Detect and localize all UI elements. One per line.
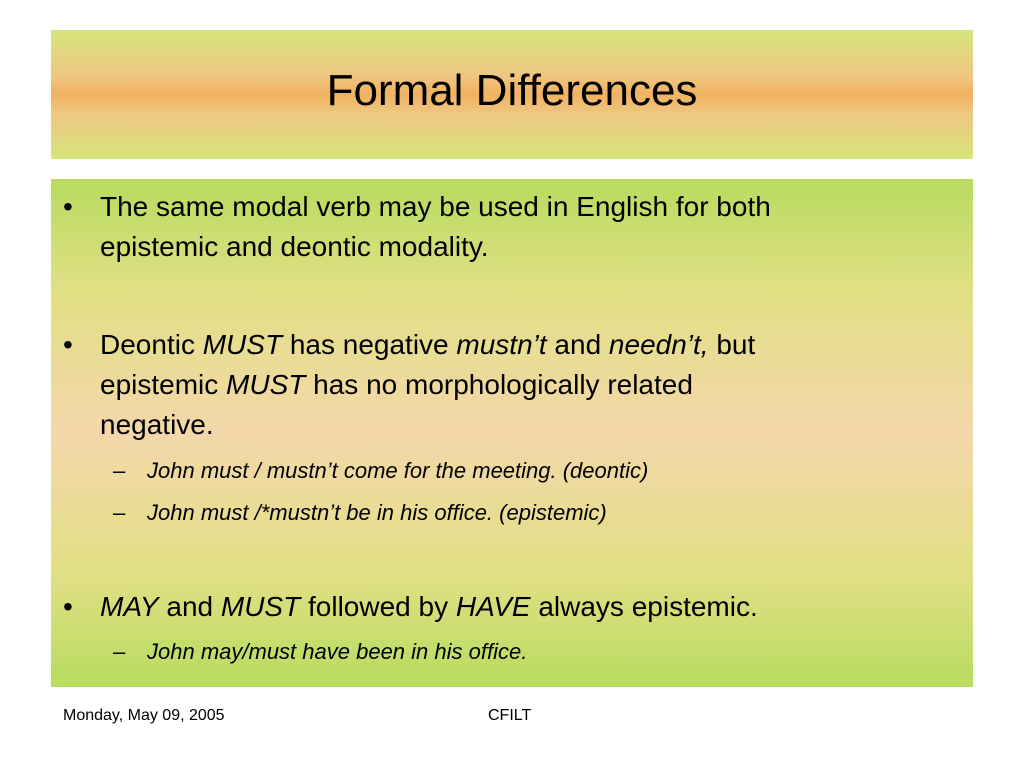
bullet-1-text (100, 187, 943, 267)
sub-bullet-marker: – (113, 500, 126, 525)
bullet-3-text (100, 587, 943, 627)
bullet-2-italic-must: MUST (202, 329, 283, 360)
bullet-1-line-2: epistemic and deontic modality. (100, 231, 489, 262)
bullet-marker: • (63, 329, 73, 360)
content-panel (51, 179, 973, 687)
sub-bullet-3-1 (113, 638, 933, 666)
bullet-1 (63, 187, 943, 267)
bullet-2-italic-must-2: MUST (226, 369, 306, 400)
sub-bullet-marker: – (113, 458, 126, 483)
sub-bullet-marker: – (113, 639, 126, 664)
slide-title: Formal Differences (326, 65, 698, 115)
bullet-2 (63, 325, 943, 445)
bullet-2-text-part: and (546, 329, 609, 360)
bullet-marker: • (63, 591, 73, 622)
bullet-2-text-part: has negative (282, 329, 457, 360)
bullet-marker: • (63, 191, 73, 222)
bullet-3-text-part: always epistemic. (530, 591, 758, 622)
title-banner (51, 30, 973, 159)
sub-bullet-text: John may/must have been in his office. (147, 639, 528, 664)
bullet-3-italic-have: HAVE (455, 591, 531, 622)
bullet-2-text (100, 325, 943, 445)
bullet-1-line-1: The same modal verb may be used in English for both (100, 191, 771, 222)
bullet-2-text-part: Deontic (100, 329, 203, 360)
bullet-3-text-part: followed by (300, 591, 456, 622)
bullet-2-text-part: epistemic (100, 369, 227, 400)
bullet-2-italic-mustnt: mustn’t (456, 329, 547, 360)
bullet-3-text-part: and (158, 591, 221, 622)
sub-bullet-2-1 (113, 457, 933, 485)
footer-date: Monday, May 09, 2005 (63, 707, 225, 724)
sub-bullet-text: John must / mustn’t come for the meeting. (deontic) (147, 458, 649, 483)
sub-bullet-2-2 (113, 499, 933, 527)
bullet-3-italic-may: MAY (100, 591, 159, 622)
bullet-2-italic-neednt: needn’t, (608, 329, 709, 360)
footer-label: CFILT (488, 707, 532, 724)
sub-bullet-text: John must /*mustn’t be in his office. (epistemic) (147, 500, 607, 525)
bullet-2-text-part: has no morphologically related (305, 369, 693, 400)
bullet-3-italic-must: MUST (220, 591, 301, 622)
bullet-2-text-part: negative. (100, 409, 214, 440)
bullet-3 (63, 587, 943, 627)
bullet-2-text-part: but (708, 329, 756, 360)
